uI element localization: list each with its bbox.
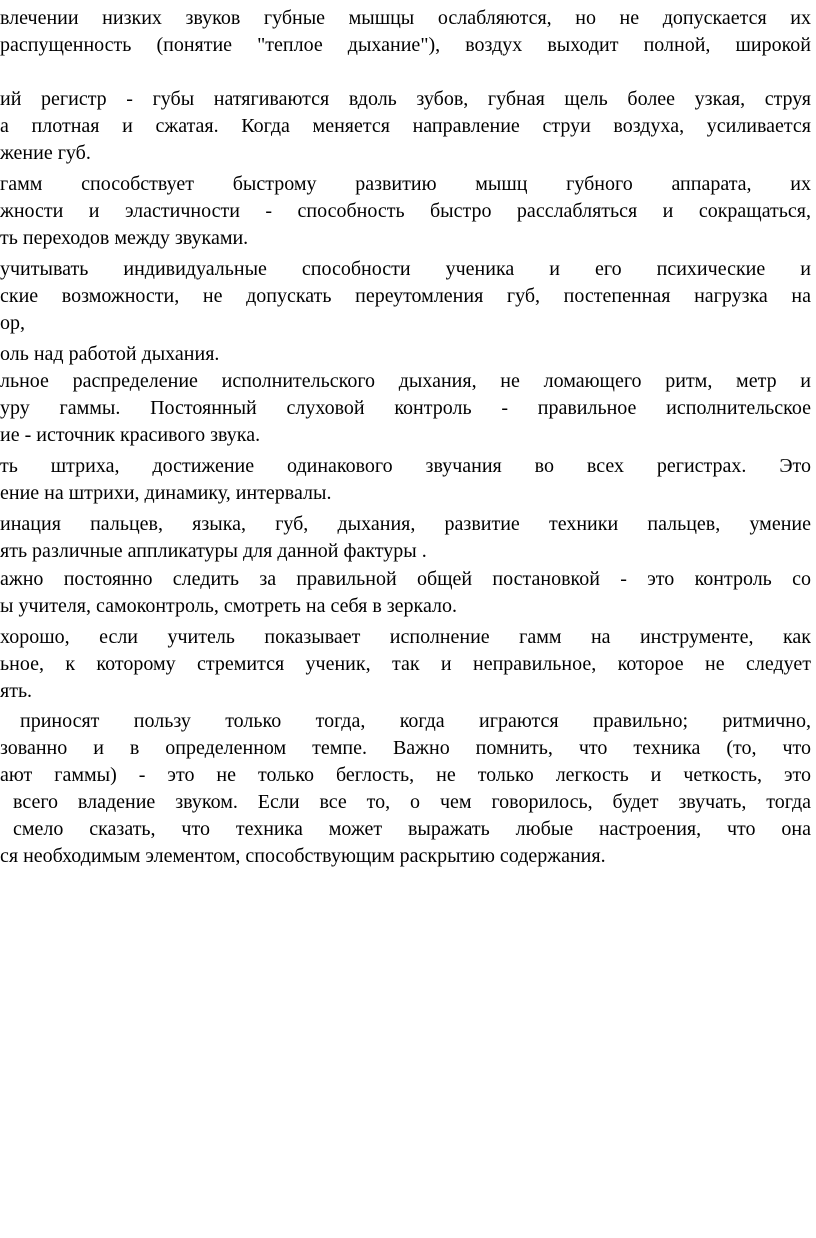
text-line: ор, [0, 312, 25, 334]
text-line: ажно постоянно следить за правильной общей постановкой - это контроль со [0, 568, 811, 590]
text-line: ть переходов между звуками. [0, 227, 249, 249]
text-line: ять различные аппликатуры для данной фактуры . [0, 540, 427, 562]
text-line: всего владение звуком. Если все то, о чем говорилось, будет звучать, тогда [13, 791, 811, 813]
text-line: ий регистр - губы натягиваются вдоль зубов, губная щель более узкая, струя [0, 88, 811, 110]
text-line: инация пальцев, языка, губ, дыхания, развитие техники пальцев, умение [0, 513, 811, 535]
text-line: жение губ. [0, 142, 91, 164]
text-line: гамм способствует быстрому развитию мышц губного аппарата, их [0, 173, 811, 195]
text-line: ять. [0, 680, 33, 702]
text-line: а плотная и сжатая. Когда меняется направление струи воздуха, усиливается [0, 115, 811, 137]
text-line: ские возможности, не допускать переутомления губ, постепенная нагрузка на [0, 285, 811, 307]
text-line: оль над работой дыхания. [0, 343, 220, 365]
text-line: ие - источник красивого звука. [0, 424, 261, 446]
text-line: учитывать индивидуальные способности ученика и его психические и [0, 258, 811, 280]
text-line: льное распределение исполнительского дыхания, не ломающего ритм, метр и [0, 370, 811, 392]
text-line: влечении низких звуков губные мышцы ослабляются, но не допускается их [0, 7, 811, 29]
text-line: жности и эластичности - способность быстро расслабляться и сокращаться, [0, 200, 811, 222]
text-line: уру гаммы. Постоянный слуховой контроль - правильное исполнительское [0, 397, 811, 419]
text-line: зованно и в определенном темпе. Важно помнить, что техника (то, что [0, 737, 811, 759]
text-line: ся необходимым элементом, способствующим раскрытию содержания. [0, 845, 606, 867]
text-line: ение на штрихи, динамику, интервалы. [0, 482, 332, 504]
text-line: приносят пользу только тогда, когда играются правильно; ритмично, [20, 710, 811, 732]
text-line: ают гаммы) - это не только беглость, не только легкость и четкость, это [0, 764, 811, 786]
text-line: смело сказать, что техника может выражать любые настроения, что она [13, 818, 811, 840]
text-line: ьное, к которому стремится ученик, так и неправильное, которое не следует [0, 653, 811, 675]
text-line: распущенность (понятие "теплое дыхание"), воздух выходит полной, широкой [0, 34, 811, 56]
text-line: хорошо, если учитель показывает исполнение гамм на инструменте, как [0, 626, 811, 648]
text-line: ы учителя, самоконтроль, смотреть на себя в зеркало. [0, 595, 457, 617]
text-line: ть штриха, достижение одинакового звучания во всех регистрах. Это [0, 455, 811, 477]
